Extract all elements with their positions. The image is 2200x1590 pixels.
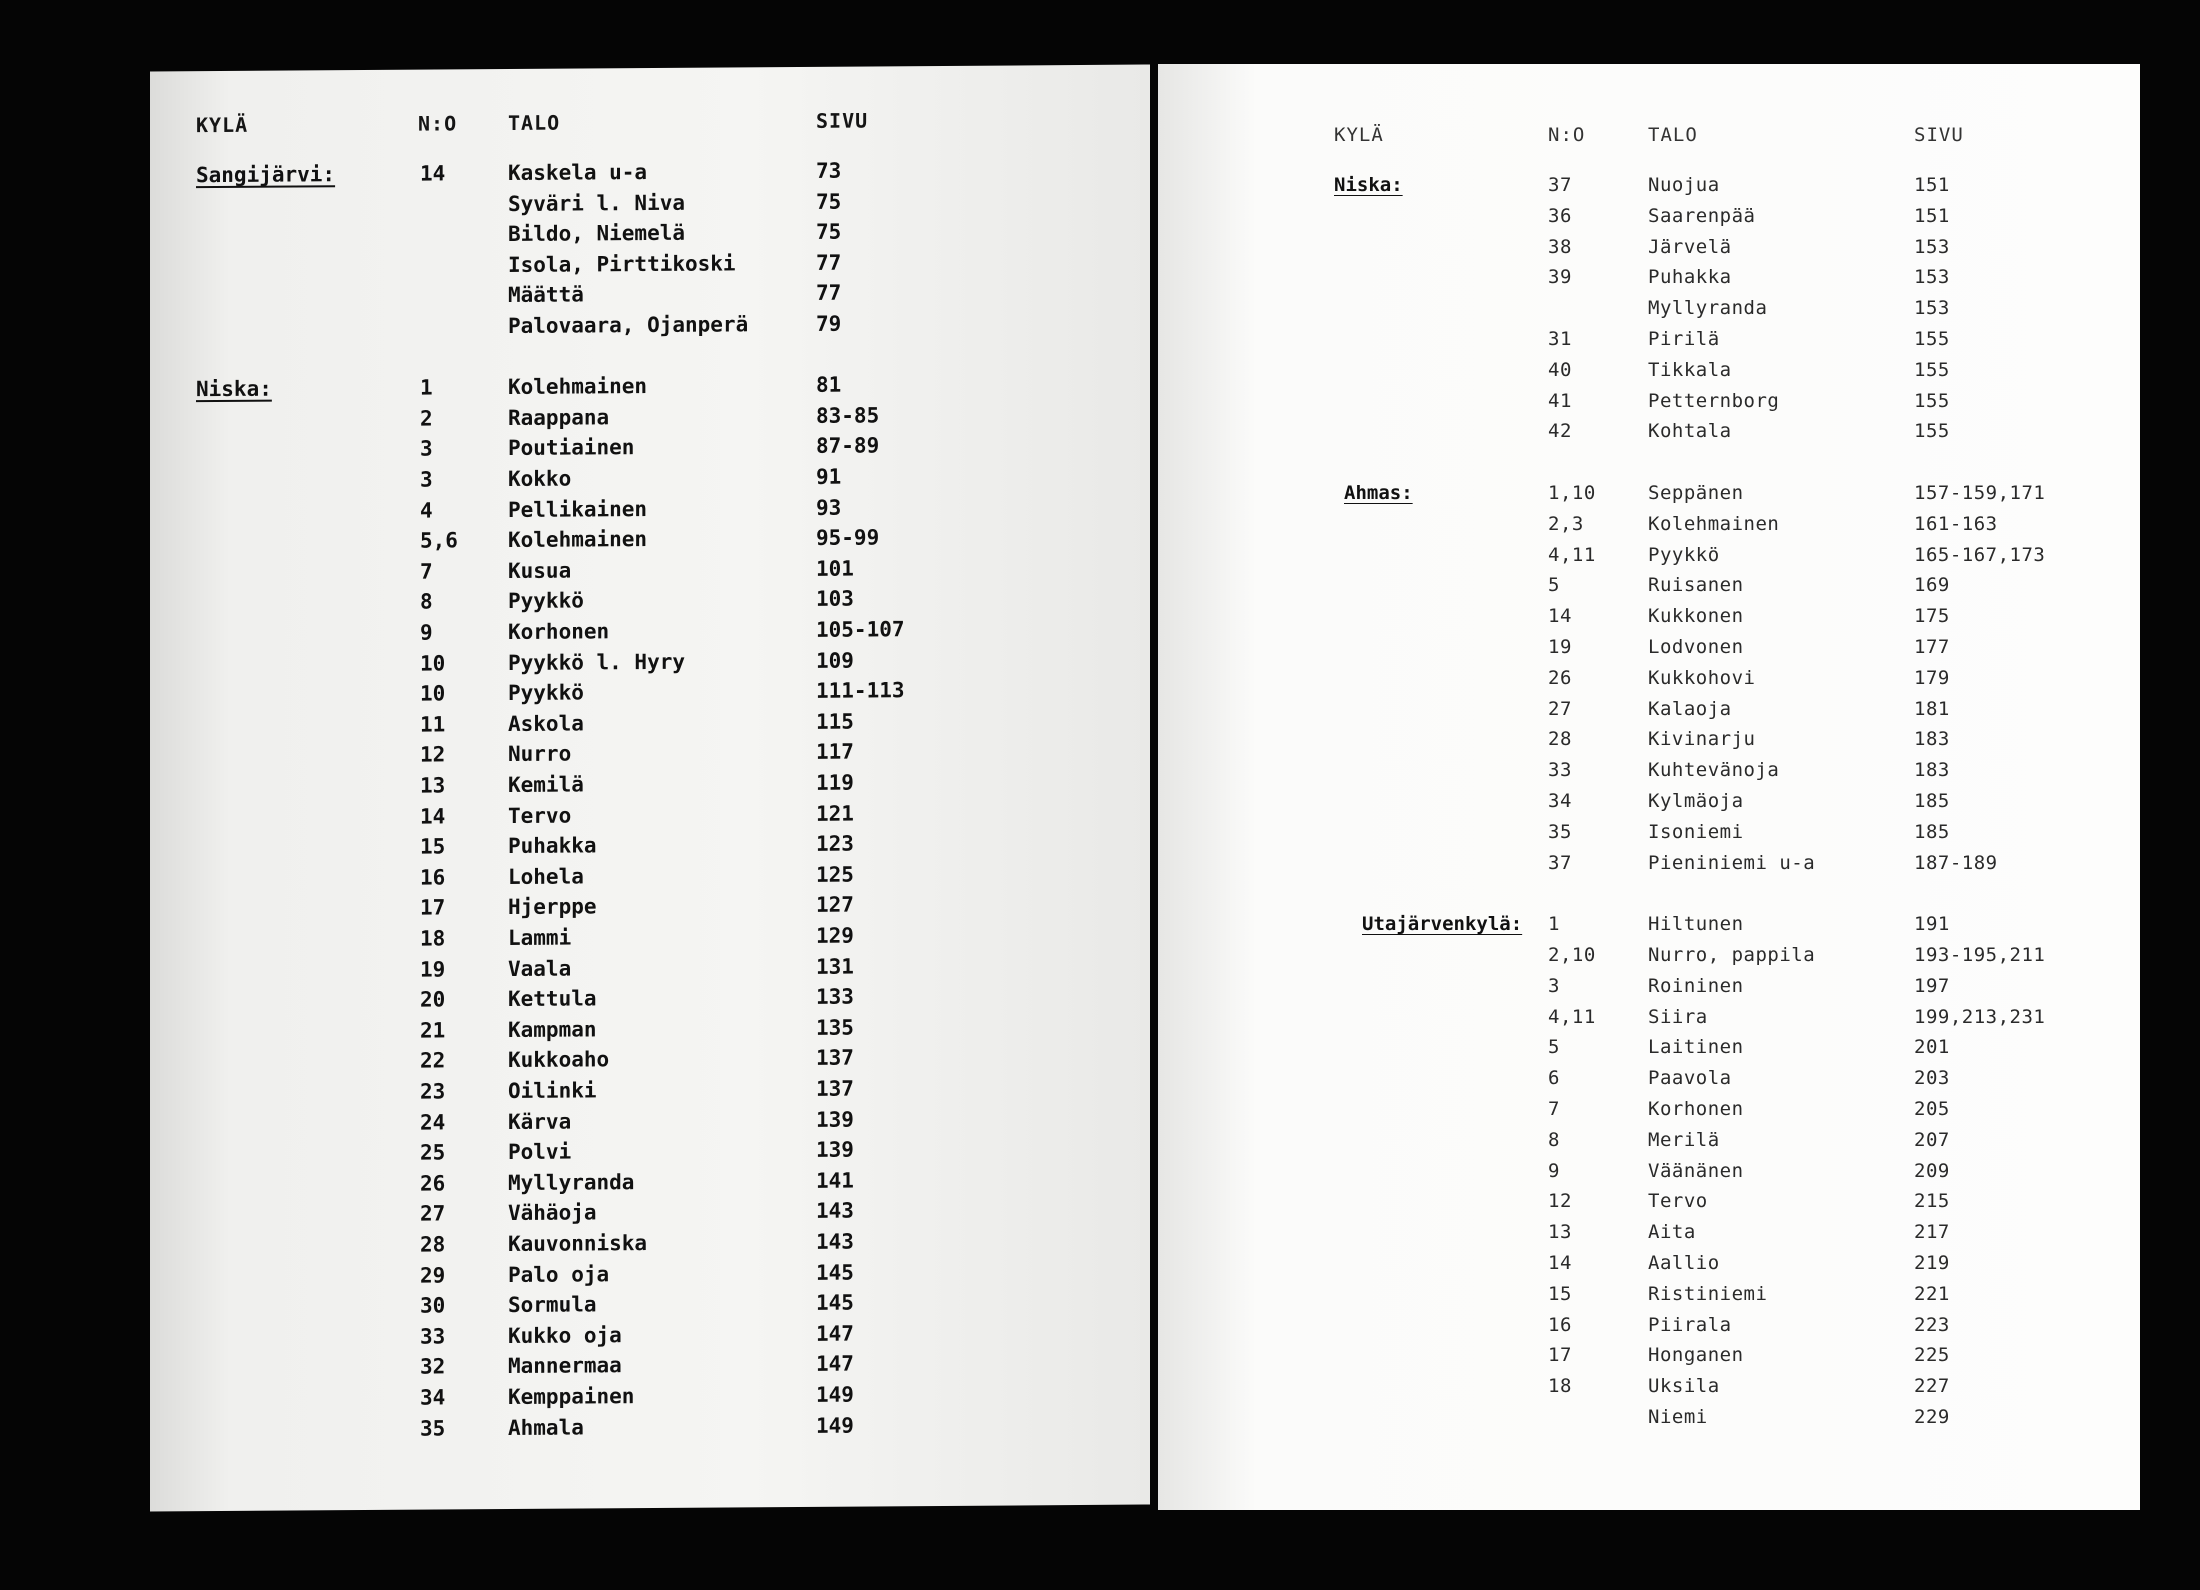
row-sivu: 151 — [1914, 204, 1950, 227]
row-sivu: 205 — [1914, 1098, 1950, 1120]
row-no: 14 — [420, 161, 446, 186]
row-talo: Nurro — [508, 741, 572, 767]
index-row — [1158, 975, 2140, 1005]
row-sivu: 105-107 — [816, 617, 905, 642]
row-talo: Seppänen — [1648, 482, 1744, 504]
index-row — [1158, 390, 2140, 420]
index-row — [1158, 852, 2140, 882]
row-sivu: 95-99 — [816, 525, 880, 551]
row-sivu: 169 — [1914, 574, 1950, 597]
row-talo: Korhonen — [508, 619, 610, 644]
row-talo: Piirala — [1648, 1313, 1732, 1336]
index-row — [1158, 1160, 2140, 1190]
row-no: 18 — [420, 926, 446, 951]
row-no: 29 — [420, 1263, 446, 1288]
row-talo: Kuhtevänoja — [1648, 759, 1780, 782]
row-no: 37 — [1548, 174, 1572, 196]
row-no: 2,10 — [1548, 944, 1596, 966]
index-row — [1158, 1098, 2140, 1128]
row-sivu: 77 — [816, 281, 842, 306]
row-talo: Tervo — [1648, 1190, 1708, 1213]
row-talo: Puhakka — [1648, 266, 1732, 289]
index-row — [1158, 482, 2140, 512]
row-no: 14 — [1548, 605, 1572, 628]
row-sivu: 79 — [816, 311, 842, 336]
index-row — [1158, 605, 2140, 635]
row-sivu: 143 — [816, 1229, 854, 1254]
row-no: 17 — [1548, 1344, 1572, 1367]
row-sivu: 155 — [1914, 328, 1950, 350]
row-sivu: 147 — [816, 1351, 854, 1377]
village-name: Niska: — [196, 376, 272, 402]
row-no: 14 — [1548, 1252, 1572, 1274]
row-talo: Kukkohovi — [1648, 666, 1756, 689]
village-name: Utajärvenkylä: — [1362, 913, 1523, 936]
row-talo: Kolehmainen — [508, 527, 648, 553]
village-name: Niska: — [1334, 174, 1403, 196]
row-no: 4 — [420, 498, 433, 523]
index-row — [1158, 359, 2140, 389]
row-talo: Pyykkö — [1648, 543, 1720, 566]
row-talo: Määttä — [508, 282, 584, 308]
row-no: 3 — [420, 467, 433, 492]
row-sivu: 153 — [1914, 235, 1950, 258]
row-no: 11 — [420, 712, 446, 737]
row-sivu: 101 — [816, 556, 854, 581]
row-sivu: 139 — [816, 1107, 854, 1132]
row-talo: Kohtala — [1648, 420, 1732, 443]
row-sivu: 155 — [1914, 358, 1950, 381]
row-sivu: 141 — [816, 1168, 854, 1193]
index-row — [1158, 1036, 2140, 1066]
row-talo: Syväri l. Niva — [508, 190, 686, 216]
row-talo: Kettula — [508, 986, 597, 1012]
row-talo: Aita — [1648, 1221, 1696, 1244]
row-talo: Kaskela u-a — [508, 160, 648, 185]
header-kyla: KYLÄ — [196, 112, 249, 138]
row-sivu: 139 — [816, 1137, 854, 1163]
row-no: 22 — [420, 1048, 446, 1073]
row-sivu: 193-195,211 — [1914, 944, 2046, 966]
row-talo: Siira — [1648, 1005, 1708, 1028]
row-talo: Kukko oja — [508, 1322, 622, 1348]
village-name: Ahmas: — [1344, 482, 1413, 504]
right-page — [1158, 64, 2140, 1510]
row-talo: Paavola — [1648, 1067, 1732, 1090]
row-sivu: 199,213,231 — [1914, 1005, 2046, 1028]
row-talo: Oilinki — [508, 1078, 597, 1103]
row-no: 28 — [1548, 728, 1572, 751]
row-no: 39 — [1548, 266, 1572, 289]
index-row — [1158, 636, 2140, 666]
row-sivu: 93 — [816, 495, 842, 520]
row-talo: Sormula — [508, 1292, 597, 1318]
row-talo: Pyykkö l. Hyry — [508, 649, 686, 675]
row-sivu: 131 — [816, 954, 854, 979]
row-no: 28 — [420, 1232, 446, 1257]
row-no: 17 — [420, 895, 446, 920]
index-row — [1158, 913, 2140, 943]
row-sivu: 197 — [1914, 974, 1950, 997]
row-no: 20 — [420, 987, 446, 1012]
row-no: 26 — [420, 1171, 446, 1196]
row-sivu: 73 — [816, 158, 842, 183]
row-talo: Petternborg — [1648, 389, 1780, 412]
right-column-headers — [1158, 106, 2140, 146]
row-talo: Kusua — [508, 558, 572, 583]
row-sivu: 175 — [1914, 605, 1950, 628]
row-no: 14 — [420, 804, 446, 829]
row-sivu: 75 — [816, 219, 842, 245]
row-sivu: 183 — [1914, 759, 1950, 782]
row-talo: Kärva — [508, 1109, 572, 1134]
row-no: 5 — [1548, 1036, 1560, 1059]
row-no: 19 — [1548, 636, 1572, 658]
row-no: 4,11 — [1548, 543, 1596, 566]
row-no: 27 — [420, 1201, 446, 1226]
row-talo: Ristiniemi — [1648, 1282, 1768, 1305]
row-sivu: 207 — [1914, 1128, 1950, 1151]
row-no: 18 — [1548, 1375, 1572, 1398]
header-kyla: KYLÄ — [1334, 124, 1384, 146]
row-talo: Lohela — [508, 864, 584, 889]
row-sivu: 147 — [816, 1321, 854, 1346]
header-sivu: SIVU — [816, 108, 869, 133]
row-sivu: 145 — [816, 1260, 854, 1285]
row-sivu: 125 — [816, 862, 854, 887]
index-row — [1158, 698, 2140, 728]
index-row — [1158, 205, 2140, 235]
row-sivu: 185 — [1914, 790, 1950, 812]
row-no: 3 — [1548, 974, 1560, 997]
row-no: 21 — [420, 1018, 446, 1043]
index-row — [1158, 1190, 2140, 1220]
index-row — [1158, 297, 2140, 327]
row-sivu: 227 — [1914, 1375, 1950, 1398]
index-row — [1158, 266, 2140, 296]
row-sivu: 225 — [1914, 1344, 1950, 1367]
row-talo: Poutiainen — [508, 435, 635, 461]
row-no: 24 — [420, 1110, 446, 1135]
row-sivu: 177 — [1914, 636, 1950, 658]
index-row — [1158, 1283, 2140, 1313]
row-no: 2,3 — [1548, 512, 1584, 535]
row-sivu: 155 — [1914, 420, 1950, 443]
row-no: 7 — [1548, 1098, 1560, 1120]
row-sivu: 201 — [1914, 1036, 1950, 1059]
index-row — [1158, 574, 2140, 604]
row-sivu: 133 — [816, 984, 854, 1010]
left-page — [150, 65, 1150, 1512]
row-talo: Raappana — [508, 405, 610, 430]
row-no: 13 — [1548, 1221, 1572, 1244]
row-sivu: 143 — [816, 1198, 854, 1224]
row-sivu: 161-163 — [1914, 512, 1998, 535]
row-sivu: 187-189 — [1914, 851, 1998, 874]
row-talo: Pellikainen — [508, 496, 648, 522]
row-sivu: 221 — [1914, 1282, 1950, 1305]
row-talo: Tikkala — [1648, 358, 1732, 381]
row-sivu: 155 — [1914, 389, 1950, 412]
row-sivu: 75 — [816, 189, 842, 214]
row-sivu: 77 — [816, 250, 842, 275]
row-no: 15 — [1548, 1282, 1572, 1305]
row-sivu: 203 — [1914, 1067, 1950, 1090]
row-sivu: 135 — [816, 1015, 854, 1040]
row-sivu: 219 — [1914, 1252, 1950, 1274]
row-talo: Hiltunen — [1648, 913, 1744, 936]
row-talo: Kukkonen — [1648, 605, 1744, 628]
row-sivu: 91 — [816, 464, 842, 489]
row-sivu: 103 — [816, 586, 854, 612]
row-no: 33 — [1548, 759, 1572, 782]
row-sivu: 137 — [816, 1076, 854, 1101]
row-sivu: 165-167,173 — [1914, 543, 2046, 566]
village-name: Sangijärvi: — [196, 162, 336, 188]
row-talo: Palo oja — [508, 1261, 610, 1287]
index-row — [1158, 1252, 2140, 1282]
index-row — [1158, 1375, 2140, 1405]
row-talo: Puhakka — [508, 833, 597, 859]
row-talo: Järvelä — [1648, 235, 1732, 258]
row-no: 16 — [420, 865, 446, 890]
row-no: 2 — [420, 406, 433, 431]
index-row — [1158, 821, 2140, 851]
row-sivu: 81 — [816, 372, 842, 398]
row-talo: Isola, Pirttikoski — [508, 251, 736, 277]
row-sivu: 127 — [816, 892, 854, 918]
row-no: 34 — [420, 1385, 446, 1410]
row-no: 1,10 — [1548, 482, 1596, 504]
row-sivu: 117 — [816, 739, 854, 765]
row-no: 16 — [1548, 1313, 1572, 1336]
row-talo: Kivinarju — [1648, 728, 1756, 751]
index-row — [150, 310, 1150, 347]
row-talo: Väänänen — [1648, 1159, 1744, 1182]
row-sivu: 223 — [1914, 1313, 1950, 1336]
row-talo: Korhonen — [1648, 1098, 1744, 1120]
row-talo: Kalaoja — [1648, 697, 1732, 720]
index-row — [1158, 667, 2140, 697]
index-row — [1158, 513, 2140, 543]
row-sivu: 119 — [816, 770, 854, 795]
row-no: 6 — [1548, 1067, 1560, 1090]
row-no: 12 — [420, 742, 446, 767]
index-row — [1158, 1067, 2140, 1097]
row-talo: Lodvonen — [1648, 636, 1744, 658]
row-no: 30 — [420, 1293, 446, 1318]
row-talo: Niemi — [1648, 1406, 1708, 1428]
row-talo: Vaala — [508, 956, 572, 981]
row-sivu: 87-89 — [816, 433, 880, 459]
row-sivu: 145 — [816, 1290, 854, 1316]
row-no: 1 — [420, 375, 433, 400]
row-no: 12 — [1548, 1190, 1572, 1213]
index-row — [1158, 944, 2140, 974]
row-sivu: 217 — [1914, 1221, 1950, 1244]
row-no: 9 — [420, 620, 433, 645]
row-talo: Kampman — [508, 1017, 597, 1042]
row-sivu: 83-85 — [816, 403, 880, 428]
index-row — [1158, 759, 2140, 789]
index-row — [1158, 544, 2140, 574]
index-row — [1158, 420, 2140, 450]
row-no: 34 — [1548, 790, 1572, 812]
row-sivu: 149 — [816, 1382, 854, 1407]
row-no: 13 — [420, 773, 446, 798]
row-sivu: 151 — [1914, 174, 1950, 196]
header-no: N:O — [418, 111, 458, 136]
header-no: N:O — [1548, 124, 1586, 146]
row-talo: Kemppainen — [508, 1384, 635, 1409]
row-sivu: 181 — [1914, 697, 1950, 720]
row-sivu: 229 — [1914, 1406, 1950, 1428]
row-talo: Pyykkö — [508, 680, 584, 706]
row-sivu: 153 — [1914, 266, 1950, 289]
row-sivu: 191 — [1914, 913, 1950, 936]
row-sivu: 183 — [1914, 728, 1950, 751]
row-talo: Myllyranda — [1648, 297, 1768, 320]
row-talo: Pirilä — [1648, 328, 1720, 350]
row-no: 23 — [420, 1079, 446, 1104]
row-no: 5,6 — [420, 528, 458, 553]
index-row — [150, 1411, 1150, 1448]
row-no: 38 — [1548, 235, 1572, 258]
row-no: 8 — [1548, 1128, 1560, 1151]
row-no: 26 — [1548, 666, 1572, 689]
header-talo: TALO — [1648, 124, 1698, 146]
index-row — [1158, 1344, 2140, 1374]
row-no: 9 — [1548, 1159, 1560, 1182]
index-row — [1158, 728, 2140, 758]
row-no: 31 — [1548, 328, 1572, 350]
row-talo: Uksila — [1648, 1375, 1720, 1398]
index-row — [1158, 790, 2140, 820]
row-sivu: 153 — [1914, 297, 1950, 320]
row-talo: Kukkoaho — [508, 1047, 610, 1073]
row-no: 15 — [420, 834, 446, 859]
row-no: 25 — [420, 1140, 446, 1165]
row-talo: Kauvonniska — [508, 1231, 648, 1256]
row-no: 35 — [1548, 820, 1572, 843]
index-row — [1158, 1314, 2140, 1344]
row-talo: Merilä — [1648, 1128, 1720, 1151]
index-row — [1158, 1129, 2140, 1159]
row-no: 42 — [1548, 420, 1572, 443]
row-sivu: 109 — [816, 648, 854, 673]
index-row — [1158, 328, 2140, 358]
row-talo: Ahmala — [508, 1415, 584, 1440]
row-no: 35 — [420, 1416, 446, 1441]
row-no: 1 — [1548, 913, 1560, 936]
row-talo: Saarenpää — [1648, 204, 1756, 227]
row-sivu: 111-113 — [816, 678, 905, 704]
row-talo: Kokko — [508, 466, 572, 491]
index-row — [1158, 1406, 2140, 1436]
row-no: 37 — [1548, 851, 1572, 874]
row-talo: Palovaara, Ojanperä — [508, 312, 749, 338]
row-talo: Nuojua — [1648, 174, 1720, 196]
row-sivu: 209 — [1914, 1159, 1950, 1182]
index-row — [1158, 236, 2140, 266]
row-talo: Bildo, Niemelä — [508, 220, 686, 247]
row-no: 10 — [420, 651, 446, 676]
row-talo: Laitinen — [1648, 1036, 1744, 1059]
row-talo: Ruisanen — [1648, 574, 1744, 597]
row-talo: Lammi — [508, 925, 572, 950]
row-no: 7 — [420, 559, 433, 584]
row-no: 3 — [420, 436, 433, 461]
row-talo: Pieniniemi u-a — [1648, 851, 1816, 874]
row-talo: Pyykkö — [508, 588, 584, 614]
row-sivu: 129 — [816, 923, 854, 948]
row-talo: Kolehmainen — [508, 374, 648, 400]
row-no: 19 — [420, 957, 446, 982]
row-talo: Polvi — [508, 1139, 572, 1165]
left-column-headers — [150, 107, 1150, 144]
row-sivu: 115 — [816, 709, 854, 734]
row-talo: Hjerppe — [508, 894, 597, 920]
row-sivu: 121 — [816, 801, 854, 826]
row-talo: Nurro, pappila — [1648, 944, 1816, 966]
row-no: 40 — [1548, 358, 1572, 381]
index-row — [1158, 1006, 2140, 1036]
row-talo: Kolehmainen — [1648, 512, 1780, 535]
row-no: 41 — [1548, 389, 1572, 412]
row-no: 10 — [420, 681, 446, 706]
row-sivu: 123 — [816, 831, 854, 857]
header-talo: TALO — [508, 110, 561, 135]
row-talo: Aallio — [1648, 1252, 1720, 1274]
row-sivu: 157-159,171 — [1914, 482, 2046, 504]
row-talo: Kylmäoja — [1648, 790, 1744, 812]
row-talo: Isoniemi — [1648, 820, 1744, 843]
row-no: 4,11 — [1548, 1005, 1596, 1028]
row-talo: Tervo — [508, 803, 572, 828]
row-talo: Mannermaa — [508, 1353, 622, 1379]
row-sivu: 137 — [816, 1045, 854, 1071]
index-row — [1158, 174, 2140, 204]
row-talo: Myllyranda — [508, 1169, 635, 1195]
header-sivu: SIVU — [1914, 124, 1964, 146]
row-talo: Kemilä — [508, 772, 584, 797]
row-no: 27 — [1548, 697, 1572, 720]
row-talo: Honganen — [1648, 1344, 1744, 1367]
row-no: 36 — [1548, 204, 1572, 227]
row-no: 8 — [420, 589, 433, 614]
row-sivu: 179 — [1914, 666, 1950, 689]
row-talo: Askola — [508, 711, 584, 736]
row-sivu: 185 — [1914, 820, 1950, 843]
row-talo: Vähäoja — [508, 1200, 597, 1226]
row-no: 33 — [420, 1324, 446, 1349]
index-row — [1158, 1221, 2140, 1251]
row-no: 5 — [1548, 574, 1560, 597]
row-talo: Roininen — [1648, 974, 1744, 997]
row-no: 32 — [420, 1354, 446, 1379]
row-sivu: 149 — [816, 1413, 854, 1438]
row-sivu: 215 — [1914, 1190, 1950, 1213]
